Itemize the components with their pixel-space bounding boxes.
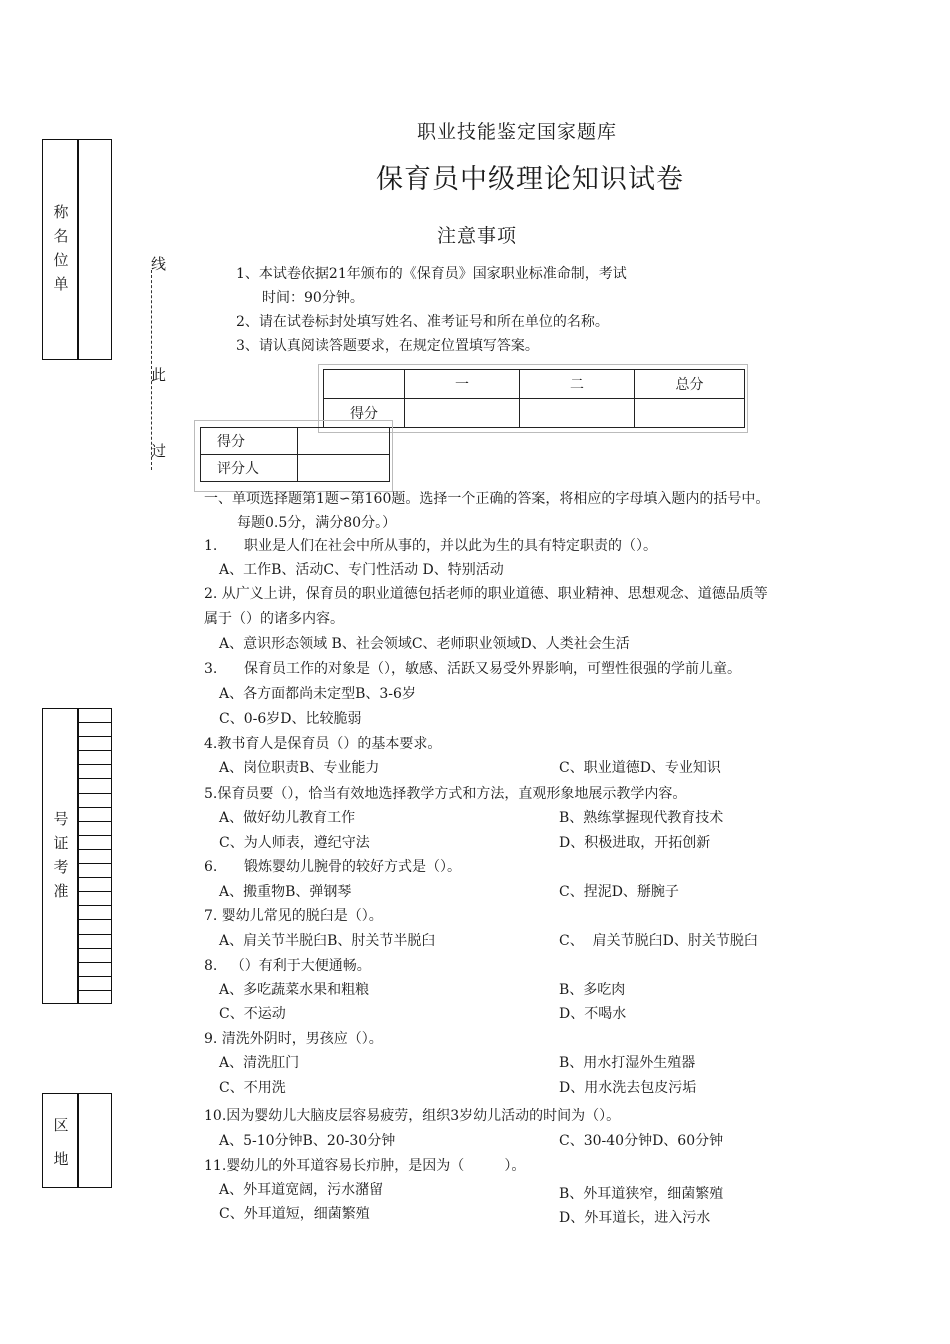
question-5-option-d: D、积极进取，开拓创新 <box>559 835 711 851</box>
question-9-option-c: C、不用洗 <box>219 1080 286 1096</box>
section-heading: 一、单项选择题第1题∽第160题。选择一个正确的答案，将相应的字母填入题内的括号中。 <box>204 491 770 507</box>
question-4: 4.教书育人是保育员（）的基本要求。 <box>204 736 442 752</box>
question-2: 2. 从广义上讲，保育员的职业道德包括老师的职业道德、职业精神、思想观念、道德品质等 <box>204 586 768 602</box>
question-11-option-c: C、外耳道短，细菌繁殖 <box>219 1206 370 1222</box>
question-4-options-ab: A、岗位职责B、专业能力 <box>219 760 380 776</box>
question-11-option-a: A、外耳道宽阔，污水潴留 <box>219 1182 384 1198</box>
question-1-options: A、工作B、活动C、专门性活动 D、特别活动 <box>219 562 504 578</box>
question-10-options-ab: A、5-10分钟B、20-30分钟 <box>219 1133 396 1149</box>
grader-table <box>200 427 390 482</box>
page-title: 保育员中级理论知识试卷 <box>376 164 684 195</box>
unit-name-box <box>42 139 112 360</box>
notice-3: 3、请认真阅读答题要求，在规定位置填写答案。 <box>236 338 539 354</box>
grader-score-cell[interactable] <box>298 428 390 455</box>
question-2-options: A、意识形态领域 B、社会领域C、老师职业领域D、人类社会生活 <box>219 636 630 652</box>
notice-1: 1、本试卷依据21年颁布的《保育员》国家职业标准命制，考试 <box>236 266 627 282</box>
question-6-options-cd: C、捏泥D、掰腕子 <box>559 884 679 900</box>
question-9: 9. 清洗外阴时，男孩应（）。 <box>204 1031 383 1047</box>
question-8-option-a: A、多吃蔬菜水果和粗粮 <box>219 982 370 998</box>
question-9-option-d: D、用水洗去包皮污垢 <box>559 1080 697 1096</box>
question-bank-title: 职业技能鉴定国家题库 <box>417 121 618 143</box>
question-7: 7. 婴幼儿常见的脱臼是（）。 <box>204 908 383 924</box>
score-table-corner <box>324 370 405 399</box>
score-cell-part1[interactable] <box>405 399 520 428</box>
question-4-options-cd: C、职业道德D、专业知识 <box>559 760 721 776</box>
exam-id-label: 号 证 考 准 <box>53 810 69 900</box>
notice-title: 注意事项 <box>437 225 518 247</box>
question-11: 11.婴幼儿的外耳道容易长疖肿，是因为（ ）。 <box>204 1158 526 1174</box>
region-label: 区 地 <box>53 1116 69 1168</box>
score-cell-total[interactable] <box>635 399 745 428</box>
score-header-total: 总分 <box>635 370 745 399</box>
score-header-part1: 一 <box>405 370 520 399</box>
cut-char-2: 此 <box>151 366 167 384</box>
exam-id-grid <box>78 709 111 991</box>
cut-char-3: 过 <box>151 442 167 460</box>
score-cell-part2[interactable] <box>520 399 635 428</box>
score-row-label: 得分 <box>324 399 405 428</box>
question-6-options-ab: A、搬重物B、弹钢琴 <box>219 884 352 900</box>
question-2-cont: 属于（）的诸多内容。 <box>204 611 344 627</box>
question-5: 5.保育员要（），恰当有效地选择教学方式和方法，直观形象地展示教学内容。 <box>204 786 687 802</box>
section-subheading: 每题0.5分，满分80分。） <box>237 515 397 531</box>
cut-char-1: 线 <box>151 255 167 273</box>
question-5-option-b: B、熟练掌握现代教育技术 <box>559 810 724 826</box>
question-8: 8. （）有利于大便通畅。 <box>204 958 371 974</box>
question-9-option-b: B、用水打湿外生殖器 <box>559 1055 696 1071</box>
region-box <box>42 1093 112 1188</box>
grader-score-label: 得分 <box>201 428 298 455</box>
score-header-part2: 二 <box>520 370 635 399</box>
question-6: 6. 锻炼婴幼儿腕骨的较好方式是（）。 <box>204 859 462 875</box>
question-8-option-d: D、不喝水 <box>559 1006 627 1022</box>
question-7-options-ab: A、肩关节半脱臼B、肘关节半脱臼 <box>219 933 436 949</box>
grader-name-label: 评分人 <box>201 455 298 482</box>
unit-name-label: 称 名 位 单 <box>53 203 69 293</box>
question-9-option-a: A、清洗肛门 <box>219 1055 300 1071</box>
question-5-option-c: C、为人师表，遵纪守法 <box>219 835 370 851</box>
question-10: 10.因为婴幼儿大脑皮层容易疲劳，组织3岁幼儿活动的时间为（）。 <box>204 1108 621 1124</box>
exam-id-box <box>42 708 112 1004</box>
grader-name-cell[interactable] <box>298 455 390 482</box>
question-3-options-ab: A、各方面都尚未定型B、3-6岁 <box>219 686 416 702</box>
question-10-options-cd: C、30-40分钟D、60分钟 <box>559 1133 724 1149</box>
question-3-options-cd: C、0-6岁D、比较脆弱 <box>219 711 362 727</box>
question-8-option-b: B、多吃肉 <box>559 982 626 998</box>
notice-2: 2、请在试卷标封处填写姓名、准考证号和所在单位的名称。 <box>236 314 609 330</box>
question-5-option-a: A、做好幼儿教育工作 <box>219 810 356 826</box>
question-11-option-d: D、外耳道长，进入污水 <box>559 1210 711 1226</box>
notice-1-cont: 时间：90分钟。 <box>262 290 364 306</box>
question-11-option-b: B、外耳道狭窄，细菌繁殖 <box>559 1186 724 1202</box>
question-8-option-c: C、不运动 <box>219 1006 286 1022</box>
question-3: 3. 保育员工作的对象是（），敏感、活跃又易受外界影响，可塑性很强的学前儿童。 <box>204 661 742 677</box>
question-1: 1. 职业是人们在社会中所从事的，并以此为生的具有特定职责的（）。 <box>204 538 658 554</box>
question-7-options-cd: C、 肩关节脱臼D、肘关节脱臼 <box>559 933 758 949</box>
